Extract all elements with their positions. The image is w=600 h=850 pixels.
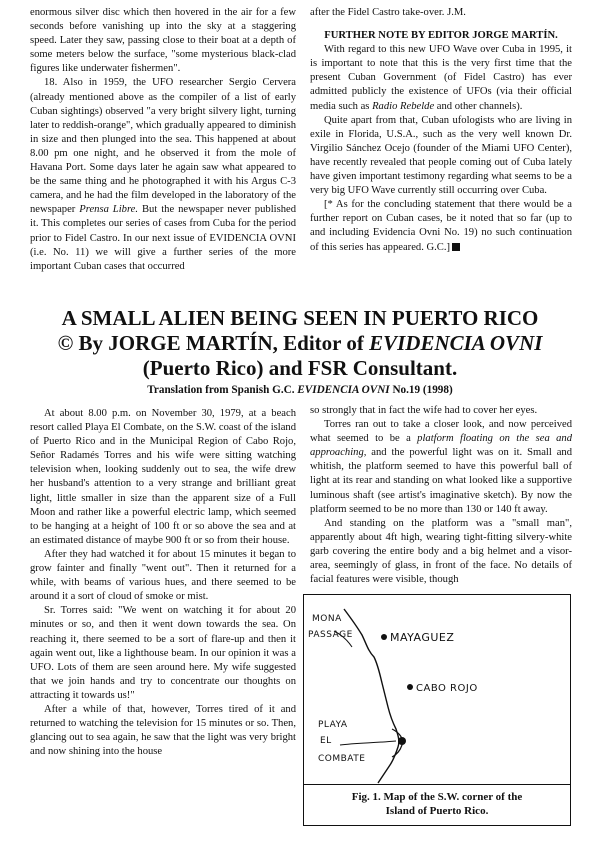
paragraph-editor-note: [* As for the concluding statement that there would be a further report on Cuban cases, be it noted that so far (up to and including Evidencia Ovni No. 19) no such continuation of this series has appeared. G.C.] xyxy=(310,199,572,253)
headline-byline: © By JORGE MARTÍN, Editor of EVIDENCIA OVNI xyxy=(57,331,543,355)
column-bottom-right xyxy=(310,404,572,587)
paragraph: after the Fidel Castro take-over. J.M. xyxy=(310,7,466,18)
cabo-rojo-dot xyxy=(407,684,413,690)
mayaguez-dot xyxy=(381,634,387,640)
playa-el-combate-dot xyxy=(398,737,406,745)
paragraph: After a while of that, however, Torres tired of it and returned to watching the television for 15 minutes or so. Then, glancing out to sea again, he saw that the light was very bright and now shining into the house xyxy=(30,703,296,758)
map-figure xyxy=(303,594,571,826)
paragraph-case-18: 18. Also in 1959, the UFO researcher Sergio Cervera (already mentioned above as the compiler of a list of early Cuban sightings) observed "a very bright silvery light, turning later to reddish-orange", which gradually appeared to diminish in size and then plunged into the sea. This happened at about 8.00 pm one night, and he observed it from the mole of Havana Port. Some days later he again saw what appeared to be the same thing and he photographed it with his Argus C-3 camera, and he had the film developed in the laboratory of the newspaper Prensa Libre. But the newspaper never published it. This completes our series of cases from Cuba for the period prior to Fidel Castro. In our next issue of EVIDENCIA OVNI (i.e. No. 11) we will give a further series of the more important Cuban cases that occurred xyxy=(30,77,297,272)
paragraph: so strongly that in fact the wife had to cover her eyes. xyxy=(310,405,538,416)
paragraph: And standing on the platform was a "small man", apparently about 4ft high, wearing tight-fitting silvery-white garb covering the entire body and a big helmet and a visor-area, seemingly of glass, in front of the face. No details of facial features were visible, though xyxy=(310,517,572,586)
map-sketch xyxy=(304,595,569,785)
paragraph: Quite apart from that, Cuban ufologists who are living in exile in Florida, U.S.A., such as the very well known Dr. Virgilio Sánchez Ocejo (founder of the Miami UFO Center), have recently revealed that people coming out of Cuba lately have given important testimony regarding what seems to be a very big UFO Wave currently still occurring over Cuba. xyxy=(310,114,572,197)
playa-arrow xyxy=(340,741,396,745)
paragraph: With regard to this new UFO Wave over Cuba in 1995, it is important to note that this is the very first time that the present Cuban Government (of Fidel Castro) has ever admitted publicly the existence of UFOs (via their official media such as Radio Rebelde and other channels). xyxy=(310,44,572,112)
map-label-passage: PASSAGE xyxy=(308,630,353,640)
column-top-left xyxy=(30,6,296,274)
column-bottom-left xyxy=(30,407,296,759)
caption-line-2: Island of Puerto Rico. xyxy=(385,805,489,817)
end-mark-icon xyxy=(452,243,460,251)
paragraph: enormous silver disc which then hovered in the air for a few seconds before vanishing up into the sky at a staggering speed. Later they saw, passing close to their boat at a depth of some meters below the surface, "some mysterious black-clad figures like underwater fishermen". xyxy=(30,7,296,75)
map-label-playa: PLAYA xyxy=(318,720,348,730)
figure-caption xyxy=(304,784,570,825)
article-headline xyxy=(20,306,580,397)
paragraph: At about 8.00 p.m. on November 30, 1979, at a beach resort called Playa El Combate, on the S.W. coast of the island of Puerto Rico and in the Municipal Region of Cabo Rojo, Señor Radamés Torres and his wife were sitting watching television when, looking suddenly out to sea, the wife drew her husband's attention to a very strange and brilliant great light, little smaller in size than the apparent size of a Full Moon and rather like a powerful electric lamp, which seemed to be hanging at a height of 100 ft or so above the sea and at an estimated distance of maybe 900 ft or so from their house. xyxy=(30,408,296,546)
translation-note: Translation from Spanish G.C. EVIDENCIA OVNI No.19 (1998) xyxy=(147,384,453,396)
column-top-right xyxy=(310,6,572,255)
map-label-combate: COMBATE xyxy=(318,754,366,764)
paragraph: After they had watched it for about 15 minutes it began to grow fainter and finally "went out". Then it returned for a while, with beams of various hues, and there seemed to be around it a sort of cloud of smoke or mist. xyxy=(30,548,296,603)
section-heading: FURTHER NOTE BY EDITOR JORGE MARTÍN. xyxy=(324,30,558,42)
paragraph: Torres ran out to take a closer look, and now perceived what seemed to be a platform floating on the sea and approaching, and the powerful light was on it. Small and whitish, the platform seemed to have this powerful ball of light at its rear and standing on what looked like a supportive luminous shaft (see artist's imaginative sketch). By now the platform seemed to be no more than 130 or 140 ft away. xyxy=(310,419,573,515)
map-label-el: EL xyxy=(320,736,332,746)
map-label-cabo-rojo: CABO ROJO xyxy=(416,683,478,694)
headline-title: A SMALL ALIEN BEING SEEN IN PUERTO RICO xyxy=(61,306,539,330)
paragraph: Sr. Torres said: "We went on watching it for about 20 minutes or so, and then it went down towards the sea. On reaching it, there seemed to be a sort of flare-up and then it again went out, like a lighthouse beam. In our opinion it was a UFO. Lots of them are seen around here. My wife suggested that we join hands and try to concentrate our thoughts on attracting it towards us!" xyxy=(30,605,296,701)
headline-byline-cont: (Puerto Rico) and FSR Consultant. xyxy=(142,356,458,380)
caption-line-1: Fig. 1. Map of the S.W. corner of the xyxy=(351,791,523,803)
map-label-mayaguez: MAYAGUEZ xyxy=(390,631,455,644)
map-label-mona: MONA xyxy=(312,614,342,624)
